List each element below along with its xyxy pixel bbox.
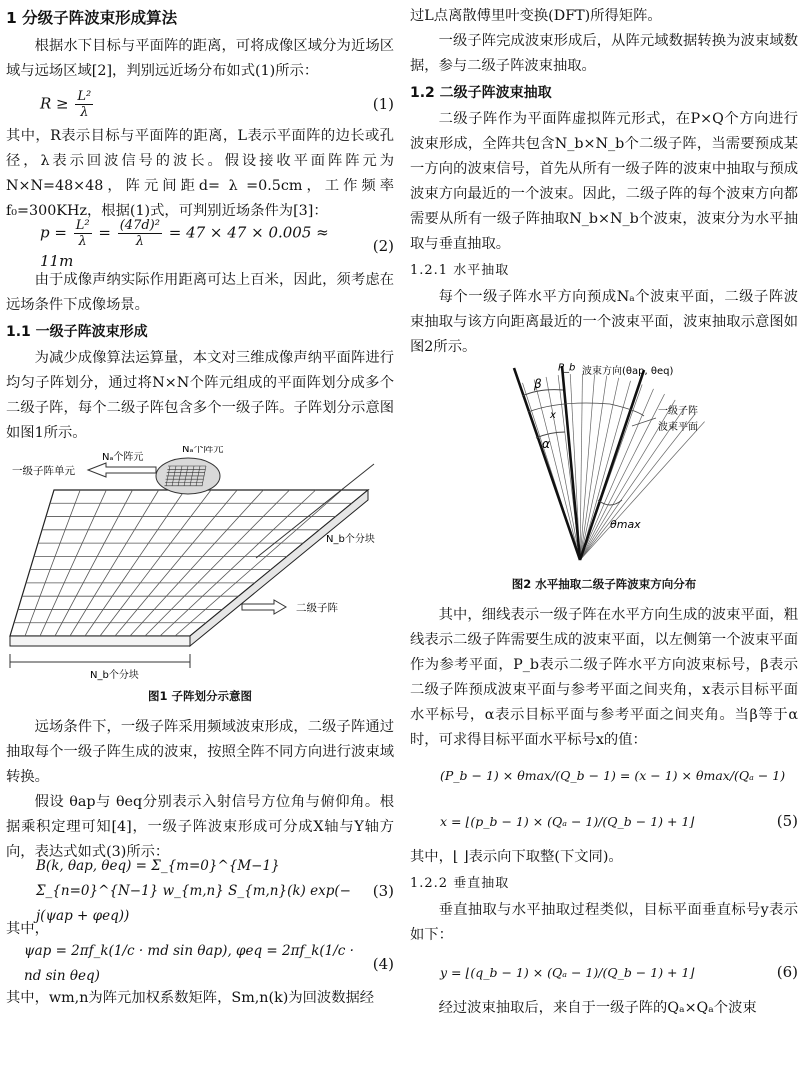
eq2-equals: = — [98, 223, 111, 242]
label-pb: P_b — [558, 362, 576, 374]
section-heading: 1 分级子阵波束形成算法 — [6, 9, 178, 27]
subsubsection-heading: 1.2.2 垂直抽取 — [410, 876, 510, 891]
eq1-denominator: λ — [80, 104, 89, 120]
figure-caption: 图2 水平抽取二级子阵波束方向分布 — [511, 577, 697, 591]
paragraph: 经过波束抽取后，来自于一级子阵的Qₐ×Qₐ个波束 — [438, 1000, 757, 1016]
label-na-left: Nₐ个阵元 — [102, 452, 144, 463]
paragraph: 远场条件下，一级子阵采用频域波束形成，二级子阵通过抽取每个一级子阵生成的波束，按照全阵不同方向进行波束域转换。 — [6, 719, 394, 785]
beam-direction-diagram — [410, 360, 798, 570]
equation-3 — [6, 857, 394, 924]
label-theta-max: θmax — [610, 518, 641, 531]
label-nb-bottom: N_b个分块 — [90, 670, 139, 681]
paragraph: 垂直抽取与水平抽取过程类似，目标平面垂直标号y表示如下： — [410, 902, 798, 943]
label-beta: β — [534, 377, 542, 391]
eq3-body: B(k, θap, θeq) = Σ_{m=0}^{M−1} Σ_{n=0}^{N−1} w_{m,n} S_{m,n}(k) exp(− j(ψap + φeq)) — [36, 857, 351, 924]
paragraph: 根据水下目标与平面阵的距离，可将成像区域分为近场区域与远场区域[2]，判别远近场分布如式(1)所示： — [6, 38, 394, 79]
beam-planes — [522, 374, 704, 560]
label-na-top: Nₐ个阵元 — [182, 446, 224, 455]
eq2-rhs: = 47 × 47 × 0.005 ≈ 11m — [40, 223, 329, 270]
eq5b-body: x = ⌊(p_b − 1) × (Qₐ − 1)/(Q_b − 1) + 1⌋ — [440, 813, 695, 829]
eq1-numerator: L² — [77, 88, 92, 104]
eq6-body: y = ⌊(q_b − 1) × (Qₐ − 1)/(Q_b − 1) + 1⌋ — [440, 964, 695, 980]
label-sub1-b: 波束平面 — [658, 422, 698, 433]
equation-number: (2) — [372, 236, 394, 255]
label-nb-right: N_b个分块 — [326, 534, 375, 545]
subsection-heading: 1.1 一级子阵波束形成 — [6, 324, 148, 340]
equation-5a — [410, 753, 798, 797]
paragraph: 为减少成像算法运算量，本文对三维成像声纳平面阵进行均匀子阵划分，通过将N×N个阵元组成的平面阵划分成多个二级子阵，每个二级子阵包含多个一级子阵。子阵划分示意图如图1所示。 — [6, 350, 394, 441]
eq1-lhs: R ≥ — [40, 94, 69, 112]
paragraph: 二级子阵作为平面阵虚拟阵元形式，在P×Q个方向进行波束形成，全阵共包含N_b×N_b个二级子阵，当需要预成某一方向的波束信号，首先从所有一级子阵的波束中抽取与预成波束方向最近的一个波束。因此，二级子阵的每个波束方向都需要从所有一级子阵抽取N_b×N_b个波束，波束分为水平抽取与垂直抽取。 — [410, 111, 798, 252]
subsubsection-heading: 1.2.1 水平抽取 — [410, 263, 510, 278]
left-column — [6, 4, 394, 1011]
eq2-fraction-2 — [118, 218, 162, 249]
equation-1 — [6, 84, 394, 124]
equation-4 — [6, 942, 394, 986]
eq2-den2: λ — [135, 234, 144, 249]
equation-number: (1) — [372, 94, 394, 113]
equation-6 — [410, 948, 798, 996]
label-x: x — [550, 410, 556, 421]
figure-1 — [6, 446, 394, 682]
equation-number: (3) — [372, 881, 394, 900]
label-sub1: 一级子阵单元 — [12, 465, 75, 477]
paragraph: 一级子阵完成波束形成后，从阵元域数据转换为波束域数据，参与二级子阵波束抽取。 — [410, 33, 798, 74]
equation-2 — [6, 218, 394, 270]
eq4-body: ψap = 2πf_k(1/c · md sin θap), φeq = 2πf_k(1/c · nd sin θeq) — [24, 943, 354, 984]
paragraph: 假设 θap与 θeq分别表示入射信号方位角与俯仰角。根据乘积定理可知[4]，一级子阵波束形成可分成X轴与Y轴方向，表达式如式(3)所示： — [6, 794, 394, 860]
paragraph: 其中， — [6, 921, 49, 937]
figure-caption: 图1 子阵划分示意图 — [147, 689, 252, 703]
label-sub2: 二级子阵 — [296, 602, 338, 614]
figure-2 — [410, 360, 798, 570]
eq2-fraction-1 — [74, 218, 92, 249]
equation-number: (6) — [776, 962, 798, 981]
paragraph: 每个一级子阵水平方向预成Nₐ个波束平面，二级子阵波束抽取与该方向距离最近的一个波束平面，波束抽取示意图如图2所示。 — [410, 289, 798, 355]
eq2-lhs: p = — [40, 223, 67, 242]
eq1-fraction — [75, 89, 93, 120]
subsection-heading: 1.2 二级子阵波束抽取 — [410, 85, 552, 101]
paragraph: 其中，细线表示一级子阵在水平方向生成的波束平面，粗线表示二级子阵需要生成的波束平面，以左侧第一个波束平面作为参考平面，P_b表示二级子阵水平方向波束标号，β表示二级子阵预成波束平面与参考平面之间夹角，x表示目标平面水平标号，α表示目标平面与参考平面之间夹角。当β等于α时，可求得目标平面水平标号x的值： — [410, 607, 798, 748]
eq2-num1: L² — [75, 218, 90, 233]
paragraph: 其中，⌊ ⌋表示向下取整(下文同)。 — [410, 849, 623, 865]
paragraph: 其中，R表示目标与平面阵的距离，L表示平面阵的边长或孔径，λ表示回波信号的波长。假设接收平面阵阵元为N×N=48×48，阵元间距d= λ =0.5cm，工作频率f₀=300KHz，根据(1)式，可判别近场条件为[3]： — [6, 128, 394, 219]
equation-5b — [410, 797, 798, 845]
right-column — [410, 4, 798, 1021]
label-beam-direction: 波束方向(θap, θeq) — [582, 366, 674, 377]
subarray-diagram — [6, 446, 394, 682]
eq5a-body: (P_b − 1) × θmax/(Q_b − 1) = (x − 1) × θmax/(Qₐ − 1) — [440, 767, 786, 783]
paragraph: 过L点离散傅里叶变换(DFT)所得矩阵。 — [410, 8, 662, 24]
eq2-den1: λ — [78, 234, 87, 249]
paragraph: 由于成像声纳实际作用距离可达上百米，因此，须考虑在远场条件下成像场景。 — [6, 272, 394, 313]
paragraph: 其中，wm,n为阵元加权系数矩阵，Sm,n(k)为回波数据经 — [6, 990, 375, 1006]
label-alpha: α — [542, 437, 550, 451]
equation-number: (4) — [372, 954, 394, 973]
eq2-num2: (47d)² — [119, 218, 160, 233]
label-sub1-a: 一级子阵 — [658, 406, 698, 417]
equation-number: (5) — [776, 811, 798, 830]
